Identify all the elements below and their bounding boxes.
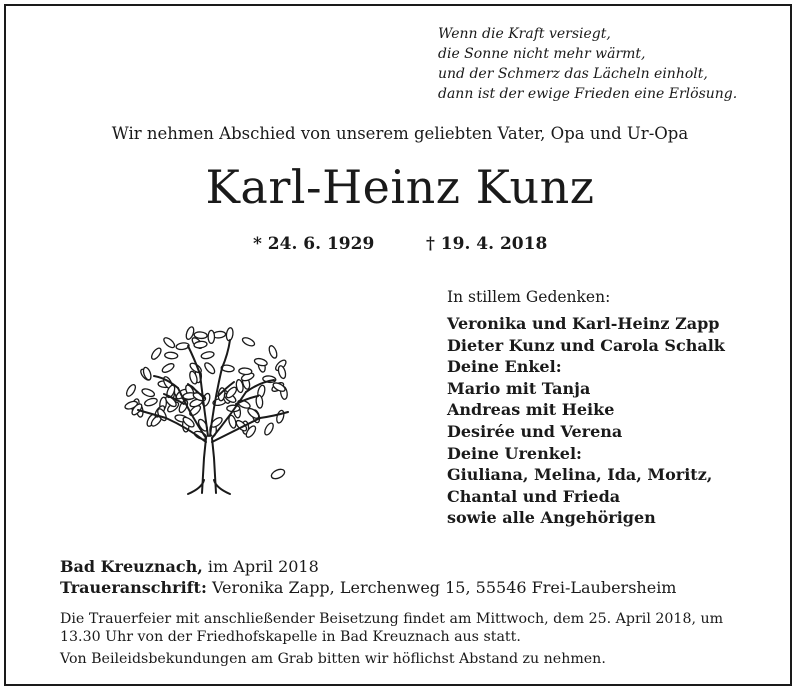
mourner-line: sowie alle Angehörigen — [447, 508, 656, 528]
mourner-line: Dieter Kunz und Carola Schalk — [447, 335, 725, 355]
poem-line: und der Schmerz das Lächeln einholt, — [438, 66, 708, 82]
tree-leaf — [144, 397, 158, 407]
tree-leaf — [201, 351, 215, 360]
tree-leaf — [226, 327, 234, 341]
mourner-line: Andreas mit Heike — [447, 400, 615, 420]
address-line — [60, 577, 676, 598]
tree-leaf — [268, 345, 279, 359]
intro-text: Wir nehmen Abschied von unserem geliebten Vater, Opa und Ur-Opa — [111, 124, 689, 143]
tree-leaf — [239, 368, 252, 375]
tree-leaf — [203, 361, 216, 375]
tree-leaf — [150, 347, 163, 361]
tree-leaf — [254, 357, 268, 367]
tree-leaf — [141, 387, 155, 398]
mourner-line: Mario mit Tanja — [447, 378, 591, 398]
place-block — [60, 556, 676, 598]
poem-line: Wenn die Kraft versiegt, — [438, 26, 611, 42]
tree-leaf — [277, 365, 287, 379]
address-label: Traueranschrift: — [60, 578, 207, 597]
place-date: im April 2018 — [207, 557, 319, 576]
tree-leaf — [164, 352, 177, 359]
poem — [438, 24, 737, 104]
mourner-line: Desirée und Verena — [447, 421, 623, 441]
tree-icon — [118, 318, 304, 496]
tree-leaf — [162, 336, 176, 349]
condolence-note: Von Beileidsbekundungen am Grab bitten wir höflichst Abstand zu nehmen. — [60, 651, 606, 667]
address-text: Veronika Zapp, Lerchenweg 15, 55546 Frei-Laubersheim — [211, 578, 677, 597]
poem-line: dann ist der ewige Frieden eine Erlösung. — [438, 86, 738, 102]
mourner-line: Veronika und Karl-Heinz Zapp — [447, 314, 720, 333]
poem-line: die Sonne nicht mehr wärmt, — [438, 46, 646, 62]
place-line — [60, 556, 676, 577]
tree-leaf — [275, 410, 285, 424]
ceremony-note: Die Trauerfeier mit anschließender Beisetzung findet am Mittwoch, dem 25. April 2018, um 13.30 Uhr von der Friedhofskapelle in Bad Kreuznach aus statt. — [60, 611, 724, 645]
tree-leaf — [125, 383, 137, 397]
tree-leaf — [161, 362, 175, 374]
mourner-line: Chantal und Frieda — [447, 486, 621, 506]
tree-leaf — [208, 330, 214, 343]
tree-leaf — [263, 422, 275, 436]
mourner-line: Deine Enkel: — [447, 357, 562, 377]
tree-leaf — [142, 366, 152, 380]
place-city: Bad Kreuznach, — [60, 557, 203, 576]
tree-leaf — [241, 336, 255, 347]
death-date: † 19. 4. 2018 — [426, 234, 548, 254]
mourners-list — [447, 313, 725, 529]
deceased-name: Karl-Heinz Kunz — [205, 160, 595, 214]
mourning-heading: In stillem Gedenken: — [447, 288, 611, 306]
birth-date: * 24. 6. 1929 — [253, 234, 375, 254]
tree-leaf — [194, 331, 208, 339]
mourner-line: Deine Urenkel: — [447, 443, 582, 463]
mourner-line: Giuliana, Melina, Ida, Moritz, — [447, 465, 713, 485]
